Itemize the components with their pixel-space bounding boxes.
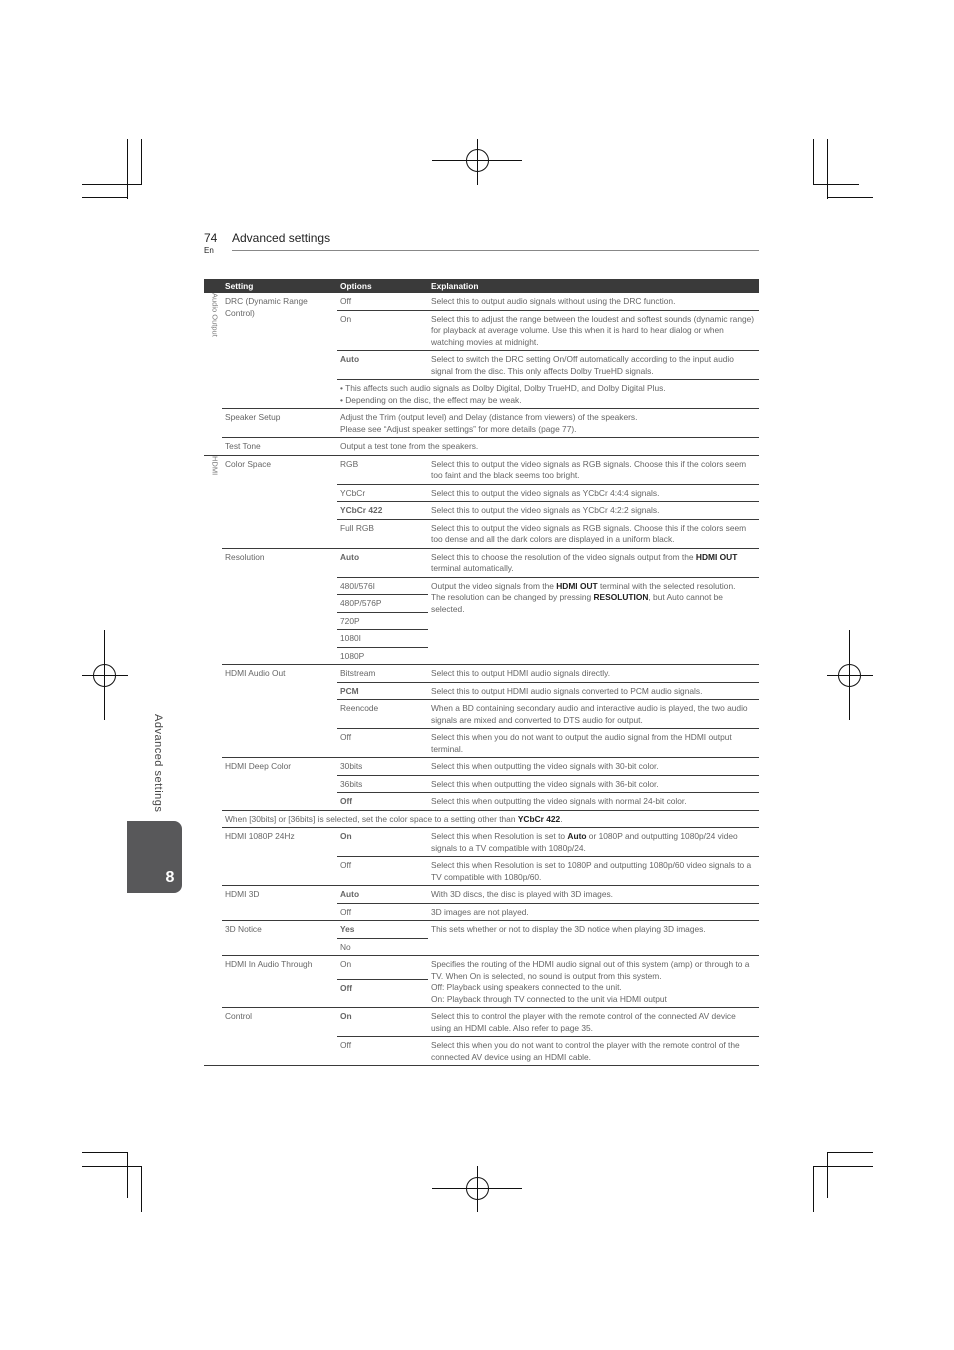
explanation: Specifies the routing of the HDMI audio signal out of this system (amp) or through to a TV. When On is selected, no sound is output from this system. Off: Playback using speakers connected to the unit. On: Playback through TV connected to the unit via HDMI output [431, 959, 750, 1004]
option-36bits: 36bits [337, 775, 428, 793]
explanation: Select this to choose the resolution of the video signals output from the HDMI OUT terminal automatically. [431, 551, 738, 573]
table-row [204, 886, 759, 904]
speaker-line: Please see “Adjust speaker settings” for more details (page 77). [340, 423, 577, 434]
option-30bits: 30bits [340, 761, 363, 771]
speaker-line: Adjust the Trim (output level) and Delay (distance from viewers) of the speakers. [340, 412, 638, 422]
explanation: With 3D discs, the disc is played with 3D images. [431, 889, 613, 899]
option-off: Off [340, 296, 352, 306]
explanation: When a BD containing secondary audio and interactive audio is played, the two audio signals are mixed and converted to DTS audio for output. [428, 700, 759, 729]
explanation: Select this when you do not want to output the audio signal from the HDMI output terminal. [428, 729, 759, 758]
setting-drc: DRC (Dynamic Range Control) [225, 296, 308, 318]
option-off: Off [337, 857, 428, 886]
setting-hdmi-audio-out: HDMI Audio Out [225, 668, 286, 678]
option-ycbcr: YCbCr [337, 484, 428, 502]
explanation: Output the video signals from the HDMI OUT terminal with the selected resolution. The resolution can be changed by pressing RESOLUTION, but Auto cannot be selected. [428, 577, 759, 665]
explanation: Select this to control the player with the remote control of the connected AV device using an HDMI cable. Also refer to page 35. [431, 1011, 736, 1033]
language-code: En [204, 246, 214, 255]
option-on: On [340, 831, 352, 841]
setting-3d-notice: 3D Notice [225, 924, 262, 934]
side-section-label: Advanced settings [152, 714, 164, 813]
explanation: Select this to output the video signals as YCbCr 4:2:2 signals. [428, 502, 759, 520]
option-720p: 720P [337, 612, 428, 630]
setting-hdmi-1080p-24hz: HDMI 1080P 24Hz [225, 831, 295, 841]
option-480p: 480P/576P [337, 595, 428, 613]
option-bitstream: Bitstream [340, 668, 376, 678]
explanation: Select this when Resolution is set to 1080P and outputting 1080p/60 video signals to a TV compatible with 1080p/60. [428, 857, 759, 886]
option-1080p: 1080P [337, 647, 428, 665]
explanation: Output a test tone from the speakers. [340, 441, 479, 451]
option-yes: Yes [340, 924, 355, 934]
option-no: No [337, 938, 428, 956]
table-row [204, 455, 759, 484]
option-off: Off [337, 980, 428, 1008]
setting-hdmi-3d: HDMI 3D [225, 889, 260, 899]
explanation [337, 409, 759, 438]
deep-color-note: When [30bits] or [36bits] is selected, set the color space to a setting other than YCbCr 422. [225, 813, 563, 824]
table-row [204, 548, 759, 577]
header-spacer [204, 279, 222, 293]
table-header-row [204, 279, 759, 293]
page-number: 74 [204, 231, 218, 245]
option-reencode: Reencode [337, 700, 428, 729]
header-setting: Setting [222, 279, 337, 293]
option-off: Off [337, 729, 428, 758]
option-auto: Auto [340, 551, 360, 562]
setting-speaker-setup: Speaker Setup [225, 412, 281, 422]
explanation: Select this when Resolution is set to Auto or 1080P and outputting 1080p/24 video signals to a TV compatible with 1080p/24. [431, 831, 738, 853]
option-full-rgb: Full RGB [337, 519, 428, 548]
drc-notes [337, 380, 759, 409]
explanation: Select this to output HDMI audio signals directly. [431, 668, 611, 678]
option-auto: Auto [337, 351, 428, 380]
explanation: Select this to output audio signals without using the DRC function. [431, 296, 676, 306]
explanation: 3D images are not played. [428, 903, 759, 921]
table-row [204, 758, 759, 776]
setting-hdmi-in-audio-through: HDMI In Audio Through [225, 959, 313, 969]
explanation: Select this to adjust the range between the loudest and softest sounds (dynamic range) for playback at average volume. Use this when it is hard to hear dialog or when watching movies at midnight. [428, 310, 759, 351]
option-auto: Auto [340, 889, 360, 899]
setting-resolution: Resolution [225, 551, 265, 562]
explanation: Select to switch the DRC setting On/Off automatically according to the input audio signal from the disc. This only affects Dolby TrueHD signals. [428, 351, 759, 380]
table-row [204, 921, 759, 939]
explanation: Select this when outputting the video signals with normal 24-bit color. [428, 793, 759, 811]
explanation: Select this to output the video signals as RGB signals. Choose this if the colors seem too faint and the black seems too bright. [431, 458, 747, 480]
header-options: Options [337, 279, 428, 293]
page-title: Advanced settings [232, 231, 331, 245]
table-row [204, 438, 759, 456]
category-audio-output: Audio Output [210, 293, 220, 337]
option-off: Off [337, 903, 428, 921]
option-on: On [337, 310, 428, 351]
table-row [204, 409, 759, 438]
option-480i: 480I/576I [337, 577, 428, 595]
setting-test-tone: Test Tone [225, 441, 261, 451]
explanation: Select this when outputting the video signals with 36-bit color. [428, 775, 759, 793]
chapter-number: 8 [165, 869, 175, 886]
table-row [204, 810, 759, 828]
option-1080i: 1080I [337, 630, 428, 648]
explanation: Select this to output HDMI audio signals converted to PCM audio signals. [428, 682, 759, 700]
explanation: This sets whether or not to display the 3D notice when playing 3D images. [431, 924, 706, 934]
option-pcm: PCM [337, 682, 428, 700]
settings-table [204, 279, 759, 1066]
option-off: Off [337, 1037, 428, 1066]
setting-hdmi-deep-color: HDMI Deep Color [225, 761, 292, 771]
header-rule [232, 250, 759, 251]
table-row [204, 1008, 759, 1037]
option-on: On [340, 959, 352, 969]
option-rgb: RGB [340, 458, 359, 469]
table-row [204, 956, 759, 980]
category-hdmi: HDMI [210, 455, 220, 475]
table-row [204, 665, 759, 683]
option-on: On [340, 1011, 352, 1021]
table-row [204, 293, 759, 310]
explanation: Select this when outputting the video signals with 30-bit color. [431, 761, 659, 771]
setting-color-space: Color Space [225, 458, 272, 469]
note-line: • This affects such audio signals as Dolby Digital, Dolby TrueHD, and Dolby Digital Plus. [340, 383, 666, 393]
option-ycbcr422: YCbCr 422 [337, 502, 428, 520]
note-line: • Depending on the disc, the effect may be weak. [340, 394, 522, 405]
option-off: Off [337, 793, 428, 811]
explanation: Select this to output the video signals as YCbCr 4:4:4 signals. [428, 484, 759, 502]
table-row [204, 828, 759, 857]
explanation: Select this when you do not want to control the player with the remote control of the connected AV device using an HDMI cable. [428, 1037, 759, 1066]
header-explanation: Explanation [428, 279, 759, 293]
explanation: Select this to output the video signals as RGB signals. Choose this if the colors seem too dense and all the dark colors are displayed in a uniform black. [428, 519, 759, 548]
setting-control: Control [225, 1011, 252, 1021]
